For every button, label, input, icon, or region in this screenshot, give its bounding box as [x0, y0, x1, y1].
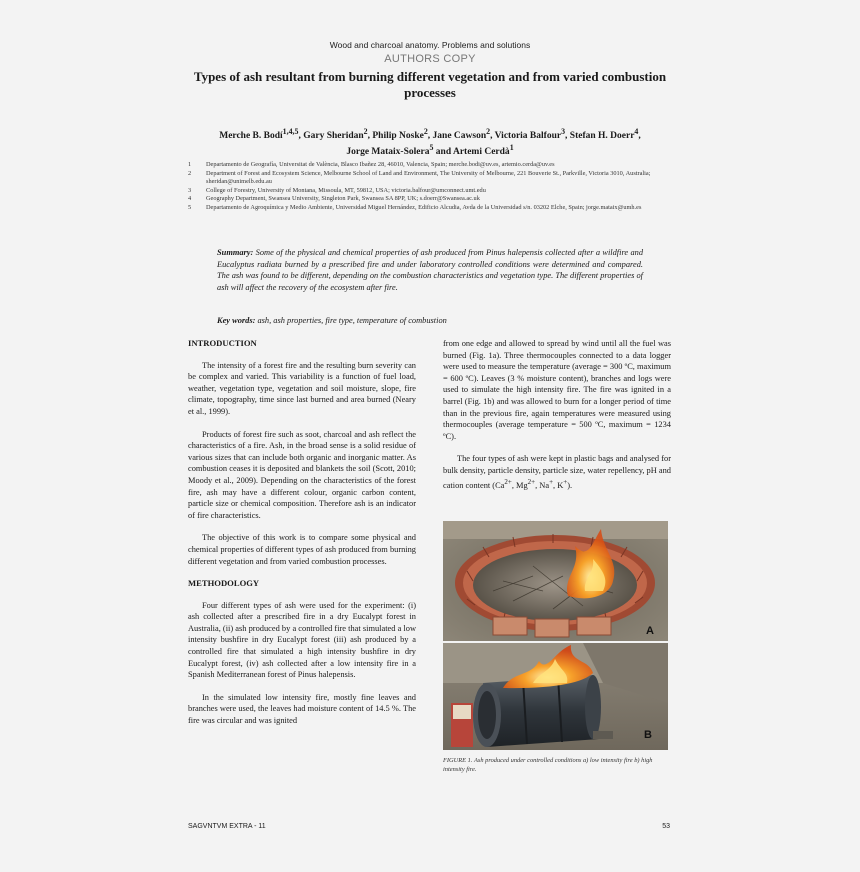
body-paragraph: from one edge and allowed to spread by wind until all the fuel was burned (Fig. 1a). Three thermocouples connected to a data logger were used to measure the temperature (average = 300 ºC, maximum = 600 ºC). Leaves (3 % moisture content), branches and logs were used to simulate the high intensity fire. The fire was ignited in a barrel (Fig. 1b) and was allowed to burn for a longer period of time than in the previous fire, again temperatures were measured using thermocouples (average temperature = 500 ºC, maximum = 1234 ºC).: [443, 339, 671, 441]
right-column: [443, 338, 671, 502]
body-paragraph: The four types of ash were kept in plastic bags and analysed for bulk density, particle density, particle size, water repellency, pH and cation content ($Ca^{2+}$, $Mg^{2+}$, Na+, K+).: [443, 454, 671, 490]
left-column: [188, 338, 416, 738]
author: Artemi Cerdà$^1$: [452, 143, 514, 158]
page-number: 53: [662, 823, 670, 830]
author: Victoria Balfour$^3$: [494, 127, 566, 142]
keywords: [217, 316, 643, 325]
body-paragraph: The objective of this work is to compare some physical and chemical properties of different types of ash produced from burning different vegetation and from varied combustion processes.: [188, 533, 416, 566]
figure-photo-high-intensity-fire: [443, 643, 668, 750]
summary-label: Summary:: [217, 248, 254, 257]
paper-title: Types of ash resultant from burning different vegetation and from varied combustion processes: [193, 69, 667, 100]
author-list: Merche B. Bodí$^{1,4,5}$, Gary Sheridan$^2$, Philip Noske$^2$, Jane Cawson$^2$, Victoria Balfour$^3$, Stefan H. Doerr$^4$, Jorge Mataix-Solera$^5$ and Artemi Cerdà$^1$: [219, 127, 641, 158]
author: Merche B. Bodí$^{1,4,5}$: [219, 127, 299, 142]
figure-photo-low-intensity-fire: [443, 521, 668, 641]
author: Jorge Mataix-Solera$^5$: [346, 143, 434, 158]
keywords-text: ash, ash properties, fire type, temperature of combustion: [257, 316, 447, 325]
body-paragraph: Products of forest fire such as soot, charcoal and ash reflect the characteristics of a fire. Ash, in the broad sense is a solid residue of various sizes that can include both organic and inorganic matter. As combustion ceases it is deposited and blankets the soil (Scott, 2010; Moody et al., 2009). Depending on the characteristics of the forest fire, ash may have a different colour, organic carbon content, particle size or chemical composition. Therefore ash is an indicator of fire characteristics.: [188, 429, 416, 520]
author: Gary Sheridan$^2$: [303, 127, 368, 142]
affiliation-item: 3 College of Forestry, University of Montana, Missoula, MT, 59812, USA; victoria.balfour@umconnect.umt.edu: [188, 186, 486, 194]
photo-label-a: A: [646, 625, 654, 637]
affiliation-item: 1 Departamento de Geografía, Universitat de València, Blasco Ibañez 28, 46010, Valencia, Spain; merche.bodi@uv.es, artemio.cerda@uv.es: [188, 161, 555, 168]
body-paragraph: Four different types of ash were used for the experiment: (i) ash collected after a prescribed fire in a dry Eucalypt forest in Australia, (ii) ash produced by a controlled fire that simulated a low intensity bushfire in dry Eucalypt forest (iii) ash produced by a controlled fire that simulated a high intensity bushfire in dry Eucalypt forest, (iv) ash collected after a low intensity fire in a Spanish Mediterranean forest of Pinus halepensis.: [188, 600, 416, 680]
affiliation-list: [188, 161, 668, 213]
summary-text: Some of the physical and chemical properties of ash produced from Pinus halepensis collected after a wildfire and Eucalyptus radiata burned by a prescribed fire and under laboratory controlled conditions were determined and compared. The ash was found to be different, depending on the combustion characteristics and vegetation type. The different properties of ash will affect the recovery of the ecosystem after fire.: [217, 248, 644, 292]
section-heading-introduction: INTRODUCTION: [188, 338, 257, 348]
summary-abstract: [217, 247, 643, 293]
body-paragraph: In the simulated low intensity fire, mostly fine leaves and branches were used, the leaves had moisture content of 14.5 %. The fire was circular and was ignited: [188, 692, 416, 726]
affiliation-item: 2 Department of Forest and Ecosystem Science, Melbourne School of Land and Environment, The University of Melbourne, 221 Bouverie St., Parkville, Victoria 3010, Australia; sheridan@unimelb.edu.au: [188, 169, 651, 186]
author: Jane Cawson$^2$: [432, 127, 491, 142]
body-paragraph: The intensity of a forest fire and the resulting burn severity can be complex and varied. This variability is a function of fuel load, weather, vegetation type, vegetation and soil moisture, slope, fire climate, topography, time since last burned and area burned (Neary et al., 1999).: [188, 360, 416, 416]
affiliation-item: 5 Departamento de Agroquímica y Medio Ambiente, Universidad Miguel Hernández, Edificio Alcudia, Avda de la Universidad s/n. 03202 Elche, Spain; jorge.mataix@umh.es: [188, 203, 642, 211]
author: Philip Noske$^2$: [372, 127, 428, 142]
author: Stefan H. Doerr$^4$: [569, 127, 639, 142]
figure-caption: FIGURE 1. Ash produced under controlled conditions a) low intensity fire b) high intensity fire.: [443, 757, 653, 773]
section-heading-methodology: METHODOLOGY: [188, 578, 260, 589]
authors-copy-watermark: AUTHORS COPY: [384, 53, 476, 65]
footer-journal: SAGVNTVM EXTRA - 11: [188, 823, 266, 830]
photo-label-b: B: [644, 729, 652, 741]
keywords-label: Key words:: [217, 316, 256, 325]
affiliation-item: 4 Geography Department, Swansea University, Singleton Park, Swansea SA 8PP, UK; s.doerr@Swansea.ac.uk: [188, 195, 480, 203]
journal-header: Wood and charcoal anatomy. Problems and solutions: [329, 40, 531, 50]
